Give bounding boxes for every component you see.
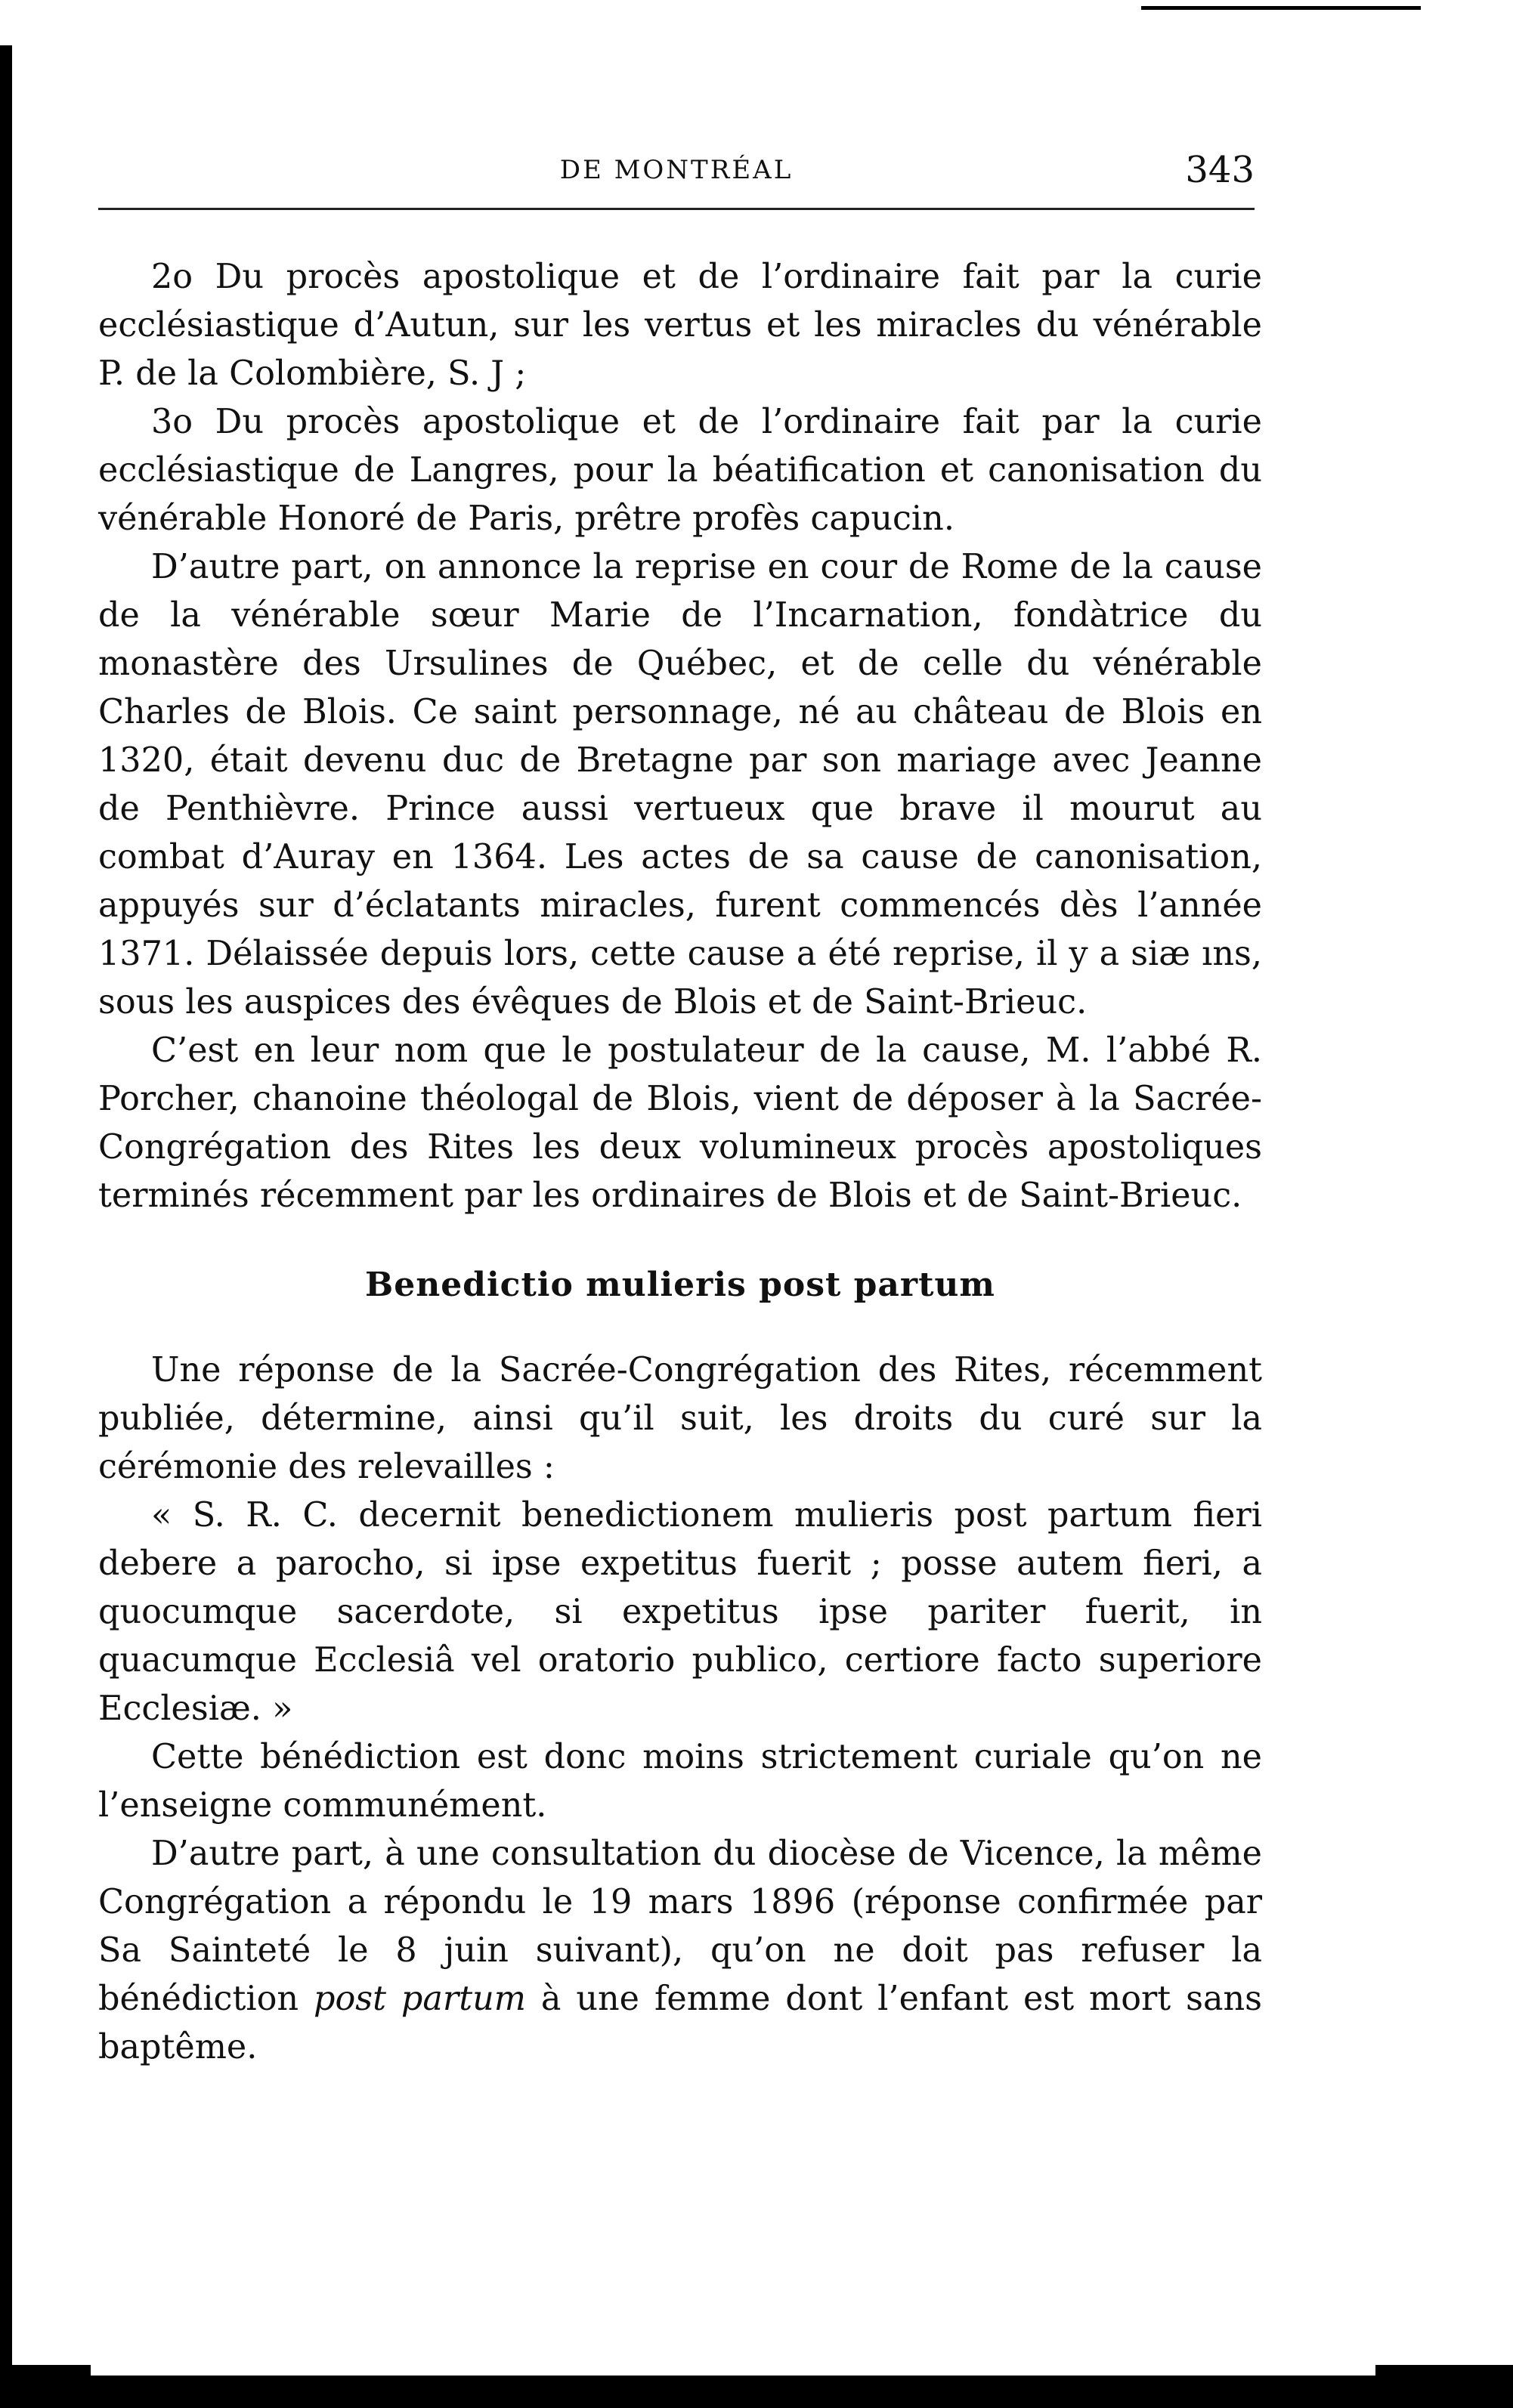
running-head [98,149,1255,200]
scan-left-border [0,45,12,2408]
paragraph-8 [98,1830,1262,2072]
paragraph-8-end: à une femme dont l’enfant est mort sans baptême. [98,1980,1262,2066]
paragraph-8-italic: post partum [313,1980,526,2018]
paragraph-5: Une réponse de la Sacrée-Congrégation des Rites, récemment publiée, détermine, ainsi qu’il suit, les droits du curé sur la cérémonie des relevailles : [98,1351,1262,1486]
page-number: 343 [1185,149,1255,191]
header-rule [98,208,1255,210]
section-heading: Benedictio mulieris post partum [365,1266,995,1304]
scan-bottom-gap [91,2365,1375,2376]
paragraph-1: 2o Du procès apostolique et de l’ordinaire fait par la curie ecclésiastique d’Autun, sur les vertus et les miracles du vénérable P. de la Colombière, S. J ; [98,258,1262,393]
paragraph-6: « S. R. C. decernit benedictionem mulieris post partum fieri debere a parocho, si ipse expetitus fuerit ; posse autem fieri, a quocumque sacerdote, si expetitus ipse pariter fuerit, in quacumque Ecclesiâ vel oratorio publico, certiore facto superiore Ecclesiæ. » [98,1496,1262,1728]
body-text [98,253,1262,2072]
running-title: DE MONTRÉAL [559,155,794,185]
paragraph-8-start: D’autre part, à une consultation du diocèse de Vicence, la même Congrégation a répondu le 19 mars 1896 (réponse confirmée par Sa Sainteté le 8 juin suivant), qu’on ne doit pas refuser la bénédiction [98,1835,1262,2018]
scan-top-mark [1141,6,1421,10]
paragraph-2: 3o Du procès apostolique et de l’ordinaire fait par la curie ecclésiastique de Langres, pour la béatification et canonisation du vénérable Honoré de Paris, prêtre profès capucin. [98,403,1262,538]
paragraph-7: Cette bénédiction est donc moins strictement curiale qu’on ne l’enseigne communément. [98,1738,1262,1825]
paragraph-3: D’autre part, on annonce la reprise en cour de Rome de la cause de la vénérable sœur Marie de l’Incarnation, fondàtrice du monastère des Ursulines de Québec, et de celle du vénérable Charles de Blois. Ce saint personnage, né au château de Blois en 1320, était devenu duc de Bretagne par son mariage avec Jeanne de Penthièvre. Prince aussi vertueux que brave il mourut au combat d’Auray en 1364. Les actes de sa cause de canonisation, appuyés sur d’éclatants miracles, furent commencés dès l’année 1371. Délaissée depuis lors, cette cause a été reprise, il y a siæ ıns, sous les auspices des évêques de Blois et de Saint-Brieuc. [98,548,1262,1022]
paragraph-4: C’est en leur nom que le postulateur de la cause, M. l’abbé R. Porcher, chanoine théologal de Blois, vient de déposer à la Sacrée-Congrégation des Rites les deux volumineux procès apostoliques terminés récemment par les ordinaires de Blois et de Saint-Brieuc. [98,1031,1262,1215]
